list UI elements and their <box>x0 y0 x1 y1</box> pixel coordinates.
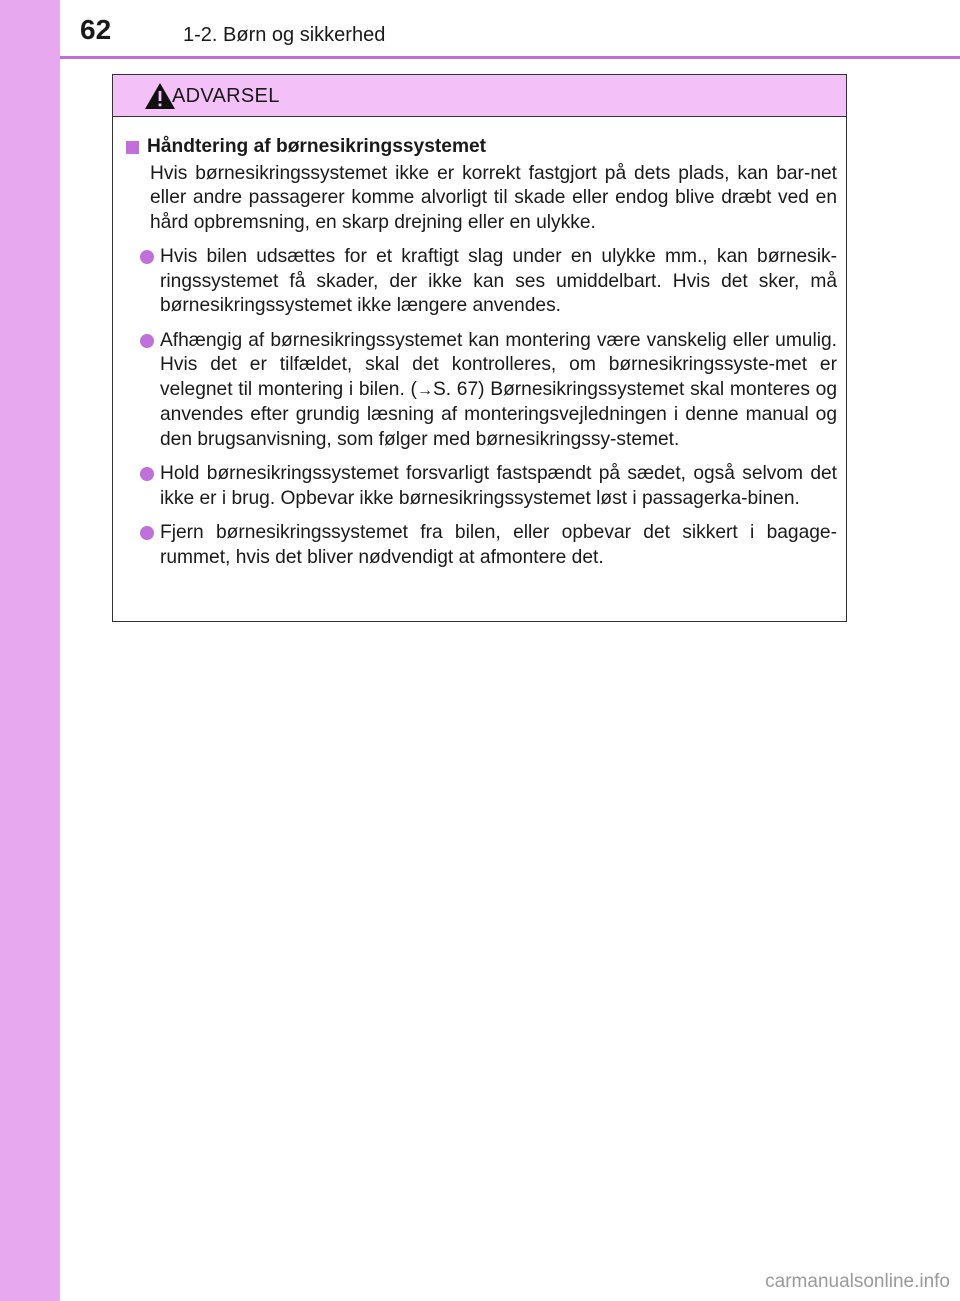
bullet-text: Hvis bilen udsættes for et kraftigt slag under en ulykke mm., kan børnesik-ringssystemet få skader, der ikke kan ses umiddelbart. Hvis det sker, må børnesikringssystemet ikke længere anvendes. <box>160 246 837 316</box>
section-title: 1-2. Børn og sikkerhed <box>183 24 386 46</box>
header-divider <box>60 56 960 59</box>
list-item <box>126 329 837 453</box>
warning-title: ADVARSEL <box>172 85 280 107</box>
page-number: 62 <box>80 14 112 45</box>
watermark: carmanualsonline.info <box>765 1271 950 1292</box>
reference-text-before: Afhængig af børnesikringssystemet kan montering være vanskelig eller umulig. Hvis det er tilfældet, skal det kontrolleres, om børnesikringssyste-met er velegnet til montering i bilen. ( <box>160 329 837 400</box>
bullet-text-with-reference <box>160 329 837 453</box>
warning-header <box>113 75 846 117</box>
bullet-text: Fjern børnesikringssystemet fra bilen, eller opbevar det sikkert i bagage-rummet, hvis det bliver nødvendigt at afmontere det. <box>160 522 837 568</box>
side-band <box>0 0 60 1301</box>
bullet-text: Hold børnesikringssystemet forsvarligt fastspændt på sædet, også selvom det ikke er i brug. Opbevar ikke børnesikringssystemet løst i passagerka-binen. <box>160 463 837 509</box>
page-header <box>0 0 960 60</box>
intro-paragraph: Hvis børnesikringssystemet ikke er korrekt fastgjort på dets plads, kan bar-net eller andre passagerer komme alvorligt til skade eller endog blive dræbt ved en hård opbremsning, en skarp drejning eller en ulykke. <box>150 162 837 233</box>
warning-content <box>113 117 846 621</box>
round-bullet-icon <box>140 250 154 264</box>
round-bullet-icon <box>140 526 154 540</box>
square-bullet-icon <box>126 141 139 154</box>
list-item <box>126 245 837 319</box>
list-item <box>126 521 837 570</box>
reference-text-after: S. 67) Børnesikringssystemet skal monteres og anvendes efter grundig læsning af monteringsvejledningen i denne manual og den brugsanvisning, som følger med børnesikringssy-stemet. <box>160 378 837 450</box>
list-item <box>126 462 837 511</box>
warning-box <box>112 74 847 622</box>
round-bullet-icon <box>140 467 154 481</box>
subheading <box>126 135 837 160</box>
arrow-right-icon: → <box>416 381 433 399</box>
subheading-text: Håndtering af børnesikringssystemet <box>147 136 487 157</box>
round-bullet-icon <box>140 334 154 348</box>
